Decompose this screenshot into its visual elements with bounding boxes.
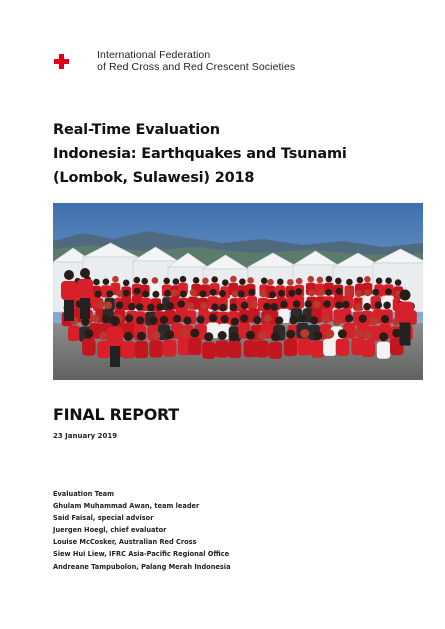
team-member: Andreane Tampubolon, Palang Merah Indonesia bbox=[53, 562, 231, 571]
team-member: Juergen Hoegl, chief evaluator bbox=[53, 526, 167, 535]
final-report-heading: FINAL REPORT bbox=[53, 405, 179, 424]
report-date: 23 January 2019 bbox=[53, 432, 118, 440]
team-member: Louise McCosker, Australian Red Cross bbox=[53, 538, 197, 547]
report-title bbox=[53, 118, 347, 190]
title-line-3: (Lombok, Sulawesi) 2018 bbox=[53, 170, 255, 186]
title-line-2: Indonesia: Earthquakes and Tsunami bbox=[53, 146, 347, 162]
team-heading: Evaluation Team bbox=[53, 490, 115, 498]
organization-line-1: International Federation bbox=[97, 49, 211, 61]
team-member: Siew Hui Liew, IFRC Asia-Pacific Regional Office bbox=[53, 550, 230, 559]
team-member: Ghulam Muhammad Awan, team leader bbox=[53, 502, 200, 511]
evaluation-team bbox=[53, 488, 231, 573]
organization-name bbox=[97, 49, 295, 73]
ifrc-emblem bbox=[53, 53, 89, 70]
team-member: Said Faisal, special advisor bbox=[53, 514, 154, 523]
red-crescent-icon bbox=[73, 53, 89, 70]
ifrc-logo bbox=[53, 49, 295, 73]
red-cross-icon bbox=[53, 53, 70, 70]
organization-line-2: of Red Cross and Red Crescent Societies bbox=[97, 61, 296, 73]
cover-photo bbox=[53, 203, 423, 380]
title-line-1: Real-Time Evaluation bbox=[53, 122, 220, 138]
